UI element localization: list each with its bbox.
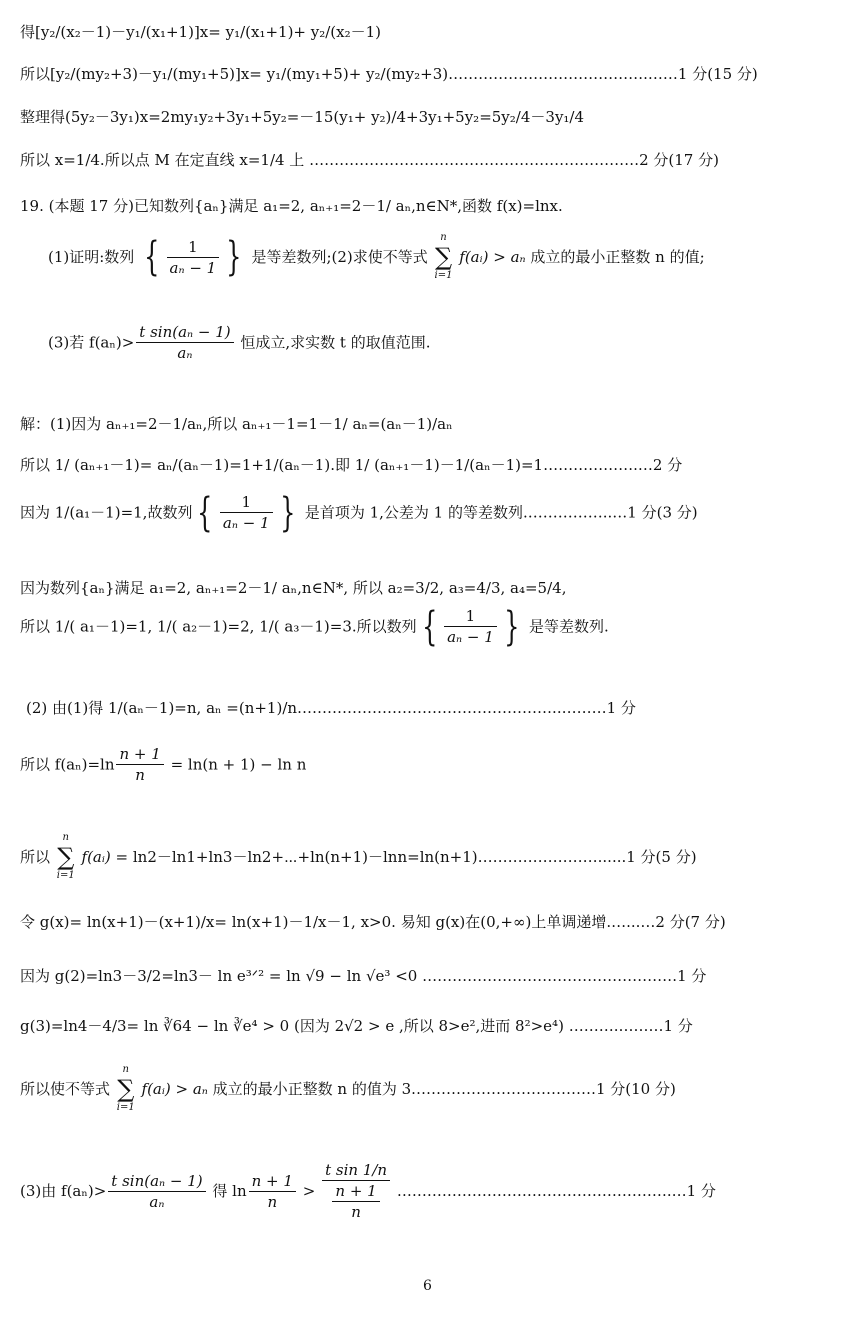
- question-text: 是等差数列;(2)求使不等式: [251, 248, 428, 266]
- line-text: − ln: [329, 967, 362, 985]
- sum-sign: ∑: [57, 843, 75, 871]
- line-text: 因为 1/(a₁－1)=1,故数列: [20, 503, 193, 522]
- numerator: n + 1: [249, 1171, 296, 1192]
- sqrt-term: √e³: [365, 967, 391, 985]
- line-text: g(3)=ln4－4/3= ln ∛64 − ln ∛e⁴ > 0 (因为 2√2 > e ,所以 8>e²,进而 8²>e⁴): [20, 1017, 564, 1035]
- denominator: aₙ − 1: [447, 628, 494, 646]
- question-text: 19. (本题 17 分)已知数列{aₙ}满足 a₁=2, aₙ₊₁=2－1/ aₙ,n∈N*,函数 f(x)=lnx.: [20, 197, 563, 215]
- denominator: aₙ − 1: [169, 258, 217, 277]
- summation: [57, 832, 75, 882]
- solution-line-3: [20, 489, 698, 536]
- summation: [435, 232, 453, 282]
- score-note: ……………..…1 分(3 分): [527, 503, 698, 522]
- solution-line-5: [20, 603, 609, 650]
- score-note: …………………………………………………………2 分(17 分): [309, 151, 719, 169]
- line-text: 得[y₂/(x₂－1)－y₁/(x₁+1)]x= y₁/(x₁+1)+ y₂/(x₂－1): [20, 23, 382, 41]
- solution-line-4: [20, 578, 566, 598]
- solution-line-7: [20, 744, 306, 785]
- denominator: aₙ: [177, 344, 193, 362]
- line-text: 是首项为 1,公差为 1 的等差数列.: [304, 503, 528, 522]
- left-brace: {: [197, 489, 213, 536]
- solution-line-11: [20, 1016, 693, 1036]
- line-text: (2) 由(1)得 1/(aₙ－1)=n, aₙ =(n+1)/n: [26, 699, 298, 717]
- sum-sign: ∑: [117, 1075, 135, 1103]
- fraction: [444, 606, 497, 647]
- left-brace: {: [144, 234, 160, 280]
- line-1: [20, 22, 381, 42]
- fraction: [249, 1171, 296, 1212]
- numerator: t sin(aₙ − 1): [108, 1171, 205, 1192]
- fraction: [136, 322, 233, 363]
- fraction: [108, 1171, 205, 1212]
- question-19-part-1: [48, 232, 705, 282]
- line-4: [20, 150, 719, 170]
- fraction: [220, 492, 273, 533]
- numerator: n + 1: [116, 744, 163, 765]
- line-text: 得 ln: [212, 1182, 247, 1200]
- question-text: 恒成立,求实数 t 的取值范围.: [240, 333, 431, 352]
- solution-line-9: [20, 912, 726, 932]
- line-text: = ln2－ln1+ln3－ln2+⋯+ln(n+1)－lnn=ln(n+1): [115, 848, 478, 866]
- question-text: (3)若 f(aₙ)>: [48, 333, 135, 352]
- sum-upper: n: [122, 1064, 129, 1075]
- solution-line-2: [20, 455, 682, 475]
- question-text: (1)证明:数列: [48, 248, 135, 266]
- denominator: n: [135, 766, 145, 784]
- sum-upper: n: [440, 232, 447, 243]
- line-text: 所以 x=1/4.所以点 M 在定直线 x=1/4 上: [20, 151, 305, 169]
- line-text: 因为 g(2)=ln3－3/2=ln3－ ln e³ᐟ² = ln: [20, 967, 301, 985]
- line-text: 因为数列{aₙ}满足 a₁=2, aₙ₊₁=2－1/ aₙ,n∈N*, 所以 a₂=3/2, a₃=4/3, a₄=5/4,: [20, 579, 567, 597]
- line-text: >: [302, 1182, 316, 1200]
- line-text: <0: [395, 967, 418, 985]
- sum-sign: ∑: [434, 243, 453, 271]
- right-brace: }: [503, 603, 520, 650]
- solution-line-13: [20, 1160, 716, 1222]
- function-term: f(aᵢ): [81, 848, 111, 866]
- score-note: ……………….…2 分: [543, 456, 683, 474]
- score-note: …...…2 分(7 分): [611, 913, 726, 931]
- page-number: 6: [423, 1278, 432, 1294]
- line-text: 所以 1/( a₁－1)=1, 1/( a₂－1)=2, 1/( a₃－1)=3.所以数列: [20, 617, 417, 636]
- solution-line-6: [26, 698, 636, 718]
- line-text: = ln(n + 1) − ln n: [170, 755, 307, 774]
- solution-line-10: [20, 966, 706, 986]
- denominator: n: [267, 1192, 278, 1211]
- line-3: [20, 107, 584, 127]
- fraction: [167, 237, 220, 278]
- score-note: ……………………………………………….…1 分: [396, 1182, 716, 1200]
- line-text: 所以: [20, 848, 51, 866]
- compound-fraction: [322, 1160, 390, 1222]
- denominator: aₙ − 1: [222, 514, 270, 532]
- score-note: ………………………………….……1 分(15 分): [448, 65, 758, 83]
- solution-line-1: [20, 414, 453, 434]
- sqrt-term: √9: [305, 967, 325, 985]
- line-text: 整理得(5y₂－3y₁)x=2my₁y₂+3y₁+5y₂=－15(y₁+ y₂)/4+3y₁+5y₂=5y₂/4－3y₁/4: [20, 108, 585, 126]
- right-brace: }: [226, 234, 242, 280]
- denominator: aₙ: [149, 1192, 165, 1211]
- numerator: 1: [220, 492, 273, 513]
- question-text: 成立的最小正整数 n 的值;: [530, 248, 705, 266]
- line-text: 所以[y₂/(my₂+3)－y₁/(my₁+5)]x= y₁/(my₁+5)+ y₂/(my₂+3): [20, 65, 449, 83]
- numerator: 1: [167, 237, 220, 258]
- numerator: n + 1: [332, 1181, 379, 1202]
- question-19: [20, 196, 563, 216]
- right-brace: }: [279, 489, 295, 536]
- inner-fraction: [332, 1181, 379, 1222]
- question-19-part-3: [48, 322, 431, 363]
- left-brace: {: [421, 603, 438, 650]
- line-text: 所以使不等式: [20, 1080, 111, 1098]
- score-note: ……….………1 分: [568, 1017, 693, 1035]
- line-text: 是等差数列.: [529, 617, 609, 636]
- score-note: ……………………………………………1 分: [422, 967, 707, 985]
- summation: [117, 1064, 135, 1114]
- denominator: [322, 1181, 390, 1222]
- line-text: 成立的最小正整数 n 的值为 3.: [212, 1080, 416, 1098]
- fraction: [116, 744, 163, 785]
- line-text: 所以 1/ (aₙ₊₁－1)= aₙ/(aₙ－1)=1+1/(aₙ－1).即 1/ (aₙ₊₁－1)－1/(aₙ－1)=1: [20, 456, 544, 474]
- line-text: 令 g(x)= ln(x+1)－(x+1)/x= ln(x+1)－1/x－1, x>0. 易知 g(x)在(0,+∞)上单调递增.: [20, 913, 612, 931]
- denominator: n: [351, 1203, 361, 1221]
- line-text: (3)由 f(aₙ)>: [20, 1182, 107, 1200]
- sum-lower: i=1: [116, 1102, 135, 1113]
- numerator: 1: [444, 606, 497, 627]
- solution-line-12: [20, 1064, 676, 1114]
- score-note: ……………………......1 分(5 分): [477, 848, 697, 866]
- numerator: t sin(aₙ − 1): [136, 322, 233, 343]
- inequality: f(aᵢ) > aₙ: [459, 248, 526, 266]
- line-2: [20, 64, 758, 84]
- score-note: ……………………………………………..………1 分: [297, 699, 636, 717]
- sum-lower: i=1: [56, 870, 75, 881]
- score-note: ………………………………1 分(10 分): [415, 1080, 676, 1098]
- sum-upper: n: [62, 832, 69, 843]
- sum-lower: i=1: [434, 270, 453, 281]
- line-text: 所以 f(aₙ)=ln: [20, 755, 115, 774]
- solution-line-8: [20, 832, 697, 882]
- line-text: 解：(1)因为 aₙ₊₁=2－1/aₙ,所以 aₙ₊₁－1=1－1/ aₙ=(aₙ－1)/aₙ: [20, 415, 453, 433]
- numerator: t sin 1/n: [322, 1160, 390, 1181]
- inequality: f(aᵢ) > aₙ: [141, 1080, 208, 1098]
